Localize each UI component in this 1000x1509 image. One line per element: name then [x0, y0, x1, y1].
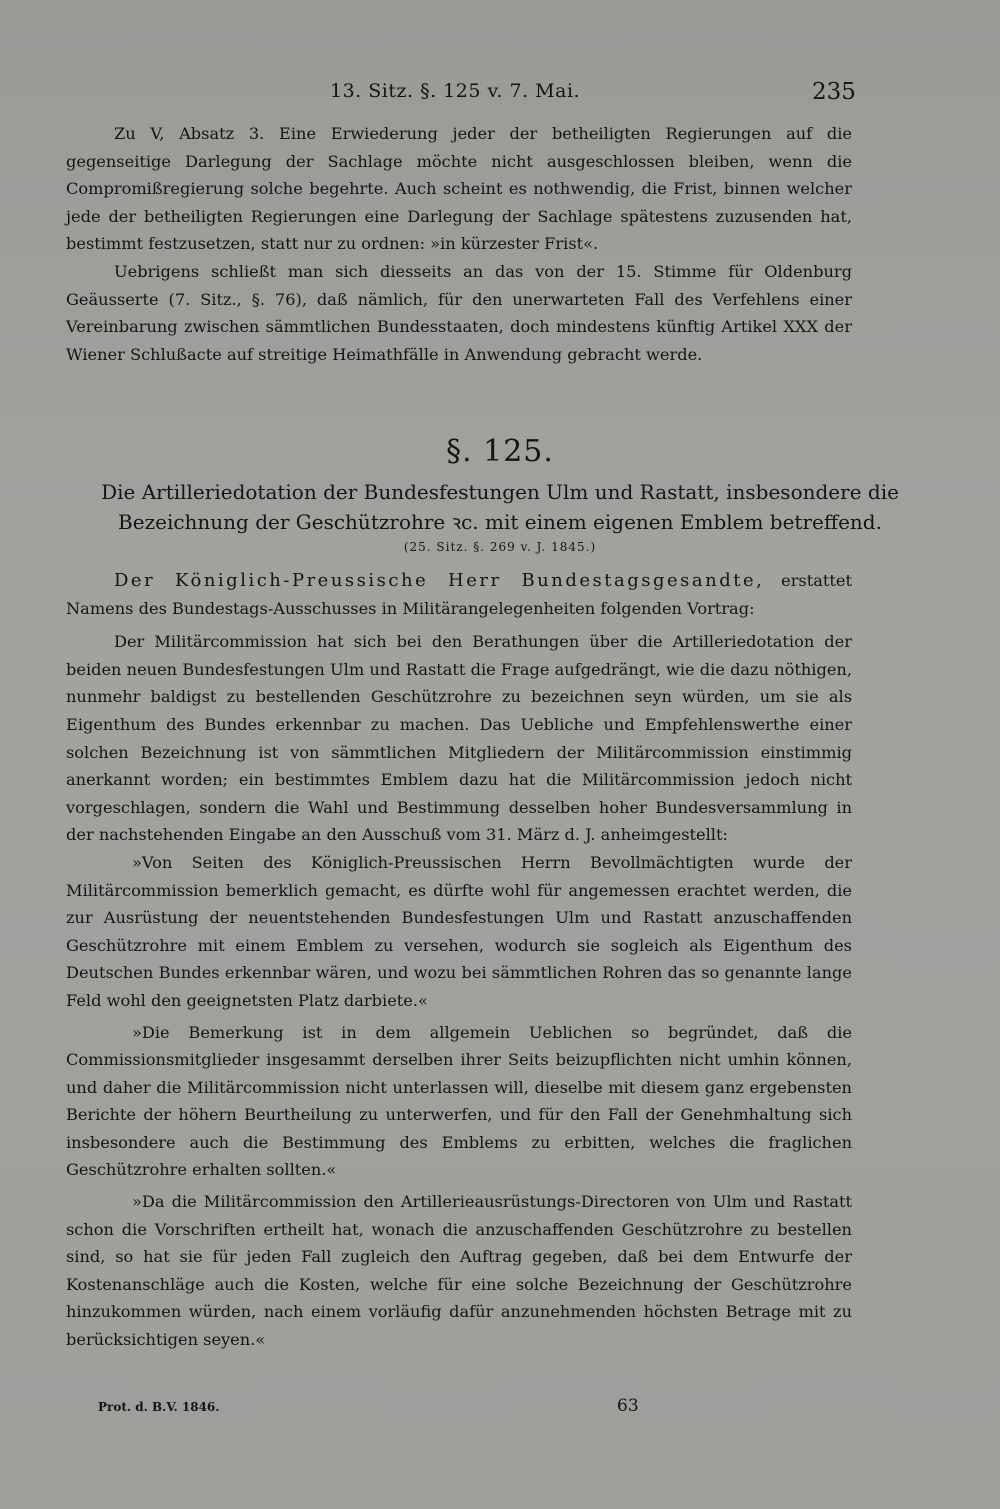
paragraph-absatz: Zu V, Absatz 3. Eine Erwiederung jeder der betheiligten Regierungen auf die gegenseitige Darlegung der Sachlage möchte nicht ausgeschlossen bleiben, wenn die Compromißregierung solche begehrte. Auch scheint es nothwendig, die Frist, binnen welcher jede der betheiligten Regierungen eine Darlegung der Sachlage spätestens zuzusenden hat, bestimmt festzusetzen, statt nur zu ordnen: »in kürzester Frist«.	[66, 124, 852, 254]
page-footer	[0, 1396, 1000, 1424]
page-header	[0, 80, 1000, 110]
report-paragraph: Der Militärcommission hat sich bei den Berathungen über die Artilleriedotation der beiden neuen Bundesfestungen Ulm und Rastatt die Frage aufgedrängt, wie die dazu nöthigen, nunmehr baldigst zu bestellenden Geschützrohre zu bezeichnen seyn würden, um sie als Eigenthum des Bundes erkennbar zu machen. Das Uebliche und Empfehlenswerthe einer solchen Bezeichnung ist von sämmtlichen Mitgliedern der Militärcommission einstimmig anerkannt worden; ein bestimmtes Emblem dazu hat die Militärcommission jedoch nicht vorgeschlagen, sondern die Wahl und Bestimmung desselben hoher Bundesversammlung in der nachstehenden Eingabe an den Ausschuß vom 31. März d. J. anheimgestellt:	[66, 632, 852, 845]
footer-sheet-number: 63	[617, 1396, 639, 1416]
running-head: 13. Sitz. §. 125 v. 7. Mai.	[330, 80, 581, 102]
section-number: §. 125.	[446, 434, 554, 469]
section-title: Die Artilleriedotation der Bundesfestungen Ulm und Rastatt, insbesondere die Bezeichnung der Geschützrohre ꝛc. mit einem eigenen Emblem betreffend.	[101, 480, 899, 534]
intro-block	[66, 120, 852, 368]
report-block	[66, 567, 852, 1354]
speaker-name: Der Königlich-Preussische Herr Bundestagsgesandte,	[114, 570, 765, 591]
section-reference: (25. Sitz. §. 269 v. J. 1845.)	[403, 540, 597, 554]
page-number: 235	[812, 79, 856, 105]
paragraph-oldenburg: Uebrigens schließt man sich diesseits an das von der 15. Stimme für Oldenburg Geäusserte (7. Sitz., §. 76), daß nämlich, für den unerwarteten Fall des Verfehlens einer Vereinbarung zwischen sämmtlichen Bundesstaaten, doch mindestens künftig Artikel XXX der Wiener Schlußacte auf streitige Heimathfälle in Anwendung gebracht werde.	[66, 261, 852, 364]
quote-paragraph-3: »Da die Militärcommission den Artillerieausrüstungs-Directoren von Ulm und Rastatt schon die Vorschriften ertheilt hat, wonach die anzuschaffenden Geschützrohre zu bestellen sind, so hat sie für jeden Fall zugleich den Auftrag gegeben, daß bei dem Entwurfe der Kostenanschläge auch die Kosten, welche für eine solche Bezeichnung der Geschützrohre hinzukommen würden, nach einem vorläufig dafür anzunehmenden höchsten Betrage mit zu berücksichtigen seyen.«	[66, 1192, 852, 1350]
quote-paragraph-2: »Die Bemerkung ist in dem allgemein Ueblichen so begründet, daß die Commissionsmitglieder insgesammt derselben ihrer Seits beizupflichten nicht umhin können, und daher die Militärcommission nicht unterlassen will, dieselbe mit diesem ganz ergebensten Berichte der höhern Beurtheilung zu unterwerfen, und für den Fall der Genehmhaltung sich insbesondere auch die Bestimmung des Emblems zu erbitten, welches die fraglichen Geschützrohre erhalten sollten.«	[66, 1022, 852, 1180]
speaker-paragraph	[66, 567, 852, 622]
quote-paragraph-1: »Von Seiten des Königlich-Preussischen Herrn Bevollmächtigten wurde der Militärcommission bemerklich gemacht, es dürfte wohl für angemessen erachtet werden, die zur Ausrüstung der neuentstehenden Bundesfestungen Ulm und Rastatt anzuschaffenden Geschützrohre mit einem Emblem zu versehen, wodurch sie sogleich als Eigenthum des Deutschen Bundes erkennbar wären, und wozu bei sämmtlichen Rohren das so genannte lange Feld wohl den geeignetsten Platz darbiete.«	[66, 852, 852, 1010]
speaker-rest: erstattet Namens des Bundestags-Ausschusses in Militärangelegenheiten folgenden Vortrag:	[66, 571, 852, 618]
footer-signature: Prot. d. B.V. 1846.	[98, 1400, 220, 1414]
